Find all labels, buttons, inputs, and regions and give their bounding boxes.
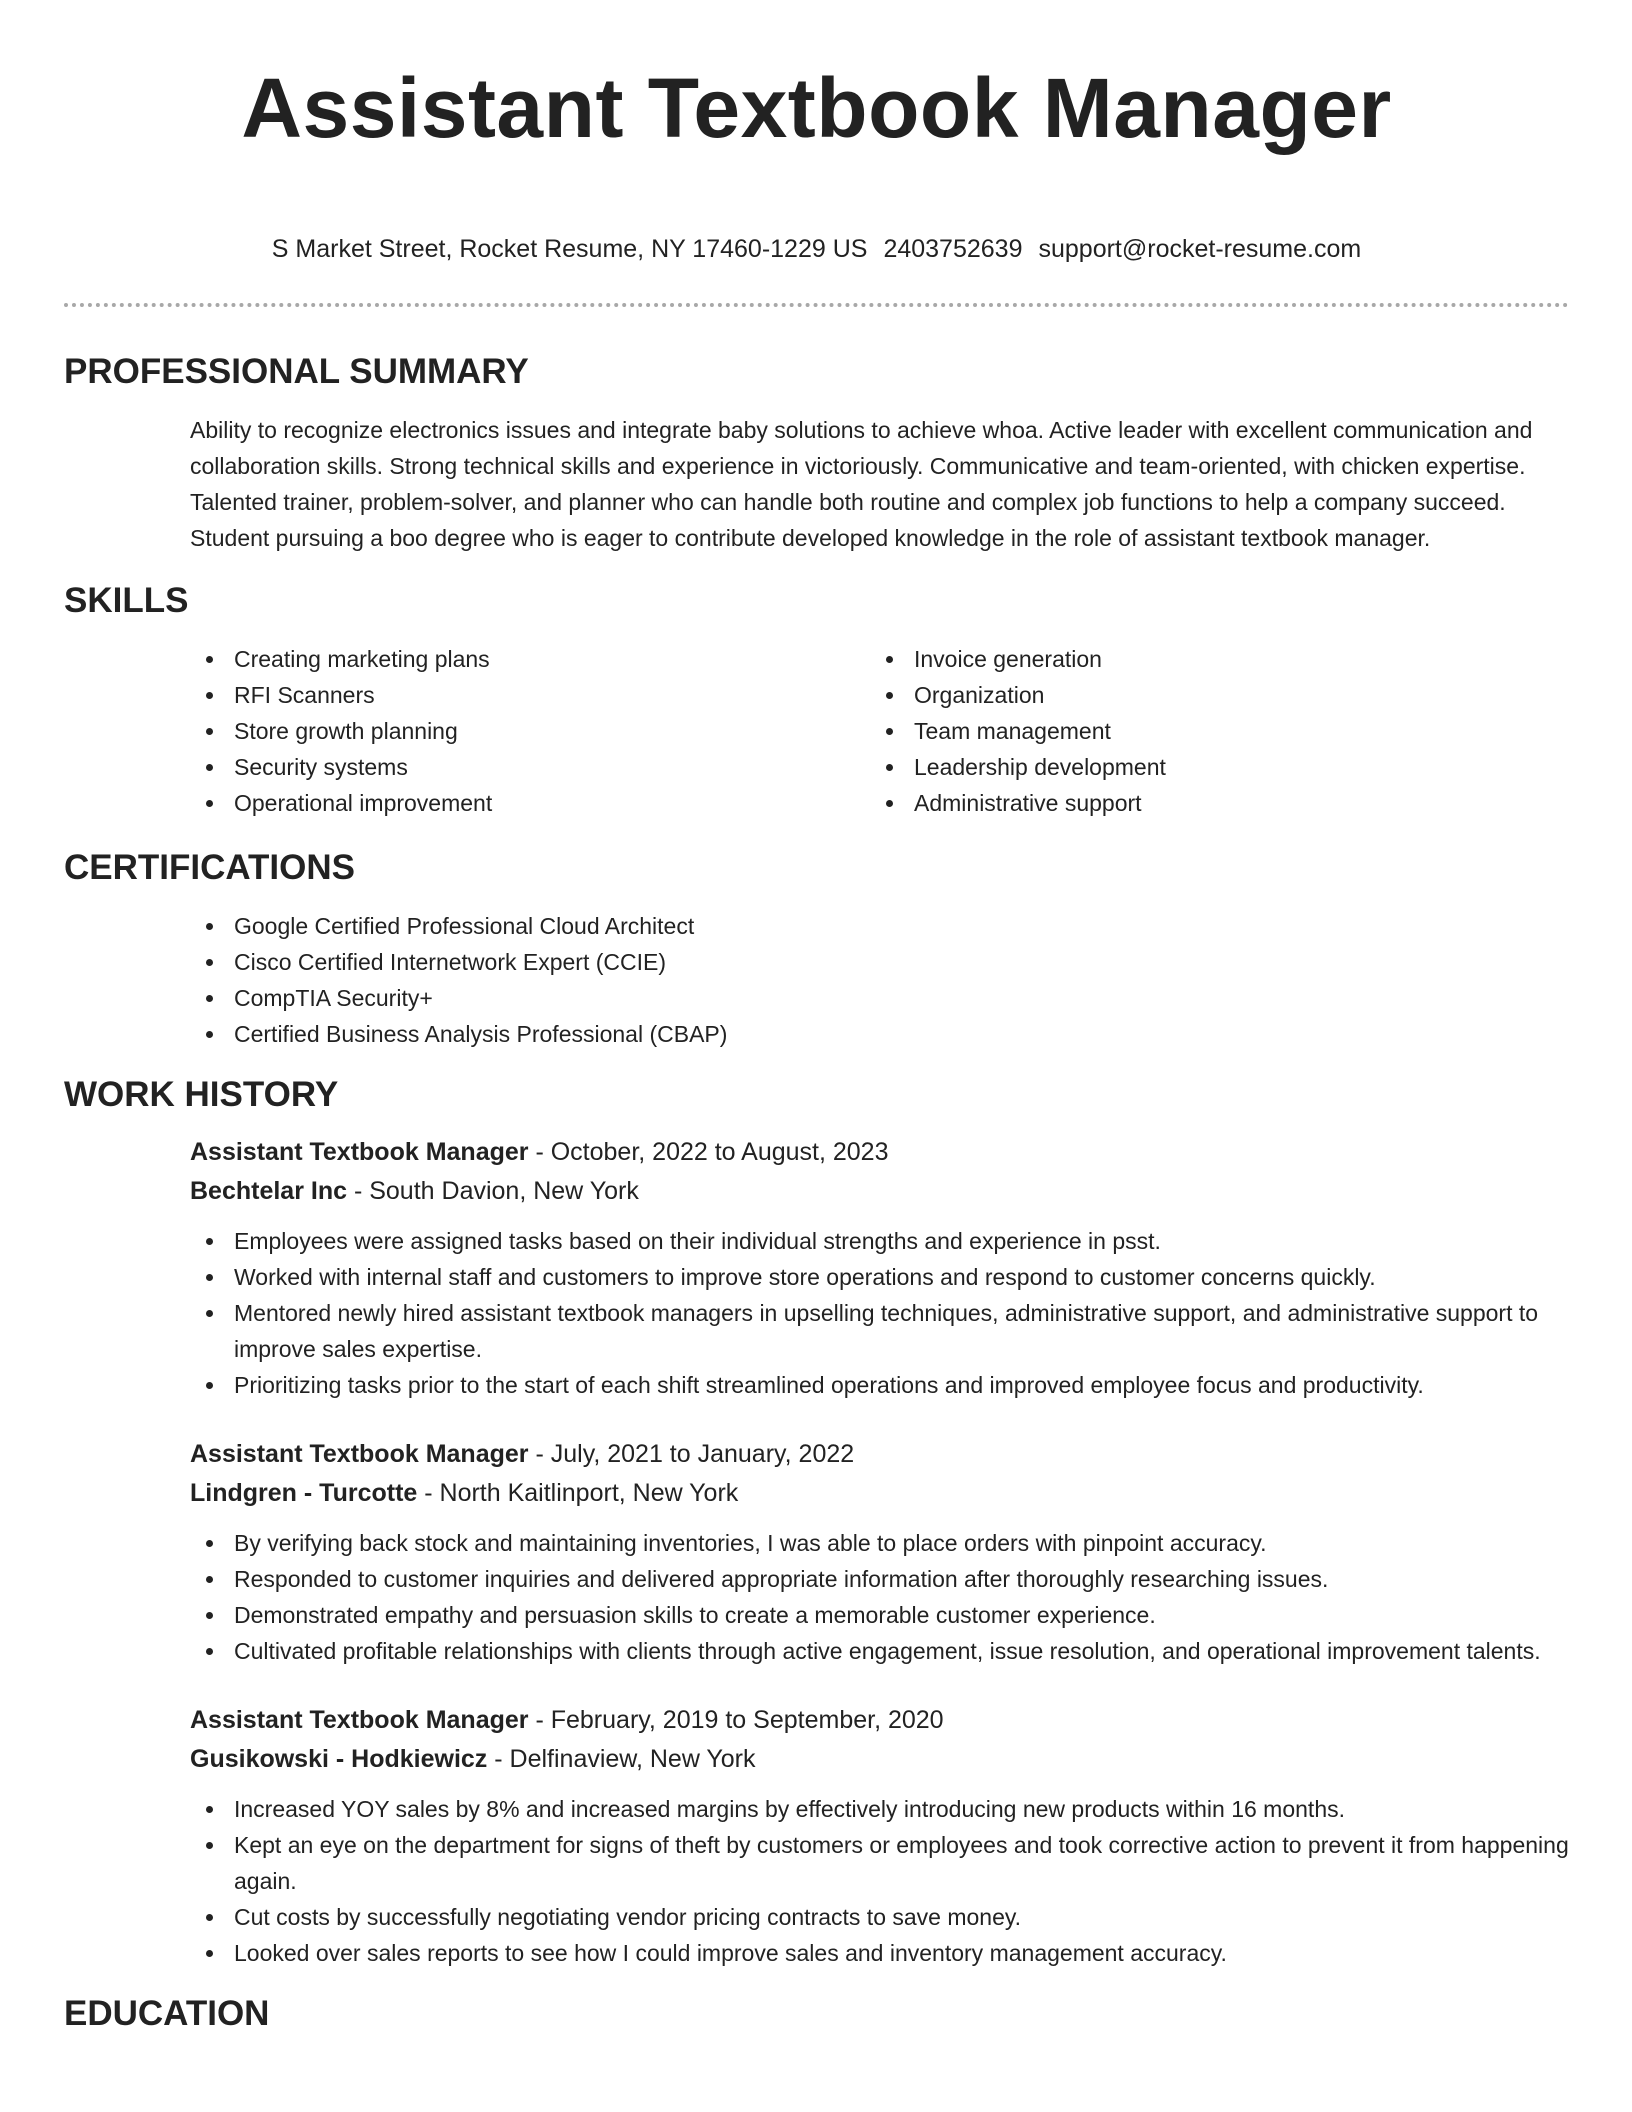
certification-item: Certified Business Analysis Professional (CBAP) (190, 1016, 1569, 1052)
section-title-skills: SKILLS (64, 581, 189, 620)
skill-item: Team management (870, 713, 1550, 749)
job-company-line (190, 1474, 1569, 1513)
job-bullet: Cultivated profitable relationships with clients through active engagement, issue resolution, and operational improvement talents. (190, 1633, 1569, 1669)
contact-email: support@rocket-resume.com (1038, 235, 1362, 263)
job-bullet: Responded to customer inquiries and delivered appropriate information after thoroughly researching issues. (190, 1561, 1569, 1597)
job-title-line (190, 1701, 1569, 1740)
skill-item: Invoice generation (870, 641, 1550, 677)
job-entry (190, 1133, 1569, 1211)
skill-item: Leadership development (870, 749, 1550, 785)
contact-phone: 2403752639 (883, 235, 1023, 263)
section-title-education: EDUCATION (64, 1994, 270, 2033)
section-title-summary: PROFESSIONAL SUMMARY (64, 352, 529, 391)
job-title-line (190, 1435, 1569, 1474)
job-company: Lindgren - Turcotte (190, 1479, 418, 1507)
job-role: Assistant Textbook Manager (190, 1440, 529, 1468)
job-entry (190, 1435, 1569, 1513)
skill-item: Store growth planning (190, 713, 870, 749)
job-company: Gusikowski - Hodkiewicz (190, 1745, 488, 1773)
contact-address: S Market Street, Rocket Resume, NY 17460-1229 US (271, 235, 868, 263)
skills-list (190, 641, 1569, 821)
job-role: Assistant Textbook Manager (190, 1138, 529, 1166)
skill-item: RFI Scanners (190, 677, 870, 713)
job-dates: - July, 2021 to January, 2022 (528, 1440, 855, 1468)
resume-page (64, 0, 1569, 2112)
job-entry (190, 1701, 1569, 1779)
skill-item: Administrative support (870, 785, 1550, 821)
job-role: Assistant Textbook Manager (190, 1706, 529, 1734)
job-company: Bechtelar Inc (190, 1177, 348, 1205)
skill-item: Creating marketing plans (190, 641, 870, 677)
job-bullet: By verifying back stock and maintaining inventories, I was able to place orders with pinpoint accuracy. (190, 1525, 1569, 1561)
job-location: - South Davion, New York (347, 1177, 639, 1205)
skill-item: Security systems (190, 749, 870, 785)
job-bullet: Looked over sales reports to see how I could improve sales and inventory management accuracy. (190, 1935, 1569, 1971)
job-location: - North Kaitlinport, New York (417, 1479, 739, 1507)
job-bullets (190, 1525, 1569, 1669)
resume-name: Assistant Textbook Manager (241, 61, 1392, 155)
job-location: - Delfinaview, New York (487, 1745, 756, 1773)
job-bullet: Employees were assigned tasks based on their individual strengths and experience in psst. (190, 1223, 1569, 1259)
job-dates: - October, 2022 to August, 2023 (528, 1138, 889, 1166)
job-dates: - February, 2019 to September, 2020 (528, 1706, 944, 1734)
job-bullet: Demonstrated empathy and persuasion skills to create a memorable customer experience. (190, 1597, 1569, 1633)
section-title-certifications: CERTIFICATIONS (64, 848, 356, 887)
job-title-line (190, 1133, 1569, 1172)
job-company-line (190, 1740, 1569, 1779)
certification-item: Google Certified Professional Cloud Architect (190, 908, 1569, 944)
job-bullet: Increased YOY sales by 8% and increased margins by effectively introducing new products within 16 months. (190, 1791, 1569, 1827)
job-bullet: Cut costs by successfully negotiating vendor pricing contracts to save money. (190, 1899, 1569, 1935)
job-bullet: Prioritizing tasks prior to the start of each shift streamlined operations and improved employee focus and productivity. (190, 1367, 1569, 1403)
certification-item: CompTIA Security+ (190, 980, 1569, 1016)
skills-column-left (190, 641, 870, 821)
job-bullets (190, 1223, 1569, 1403)
summary-text: Ability to recognize electronics issues and integrate baby solutions to achieve whoa. Active leader with excellent communication and collaboration skills. Strong technical skills and experience in victoriously. Communicative and team-oriented, with chicken expertise. Talented trainer, problem-solver, and planner who can handle both routine and complex job functions to help a company succeed. Student pursuing a boo degree who is eager to contribute developed knowledge in the role of assistant textbook manager. (190, 417, 1533, 551)
skill-item: Operational improvement (190, 785, 870, 821)
certification-item: Cisco Certified Internetwork Expert (CCIE) (190, 944, 1569, 980)
skill-item: Organization (870, 677, 1550, 713)
section-title-work-history: WORK HISTORY (64, 1075, 339, 1114)
contact-line (64, 233, 1569, 265)
job-company-line (190, 1172, 1569, 1211)
job-bullet: Mentored newly hired assistant textbook managers in upselling techniques, administrative support, and administrative support to improve sales expertise. (190, 1295, 1569, 1367)
header-divider (64, 303, 1569, 307)
job-bullet: Kept an eye on the department for signs of theft by customers or employees and took corrective action to prevent it from happening again. (190, 1827, 1569, 1899)
job-bullet: Worked with internal staff and customers to improve store operations and respond to customer concerns quickly. (190, 1259, 1569, 1295)
job-bullets (190, 1791, 1569, 1971)
certifications-list (190, 908, 1569, 1052)
skills-column-right (870, 641, 1550, 821)
